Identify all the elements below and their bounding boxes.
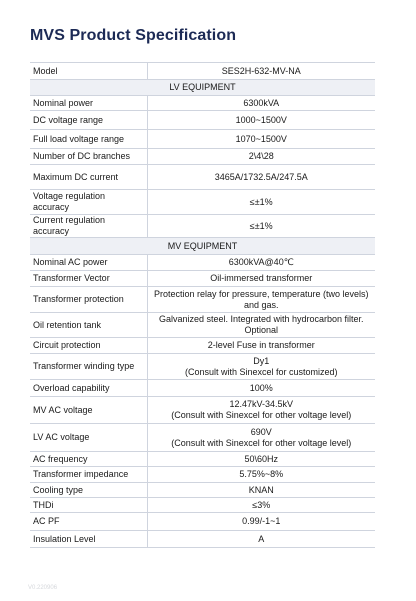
- spec-value: 6300kVA: [243, 97, 280, 108]
- spec-label: Cooling type: [30, 483, 147, 498]
- spec-row: [30, 498, 375, 513]
- spec-value-cell: [147, 130, 375, 149]
- spec-value-cell: [147, 380, 375, 397]
- spec-value-note: (Consult with Sinexcel for customized): [184, 366, 338, 377]
- spec-value-note: (Consult with Sinexcel for other voltage level): [171, 410, 352, 420]
- section-header-label: LV EQUIPMENT: [30, 80, 375, 96]
- spec-value: ≤3%: [252, 499, 271, 510]
- spec-value: Protection relay for pressure, temperature (two levels) and gas.: [153, 288, 369, 310]
- spec-label: Nominal AC power: [30, 255, 147, 271]
- spec-value-cell: [147, 111, 375, 130]
- spec-row: [30, 467, 375, 483]
- spec-value: SES2H-632-MV-NA: [221, 65, 301, 76]
- spec-value-cell: [147, 96, 375, 111]
- spec-row: [30, 397, 375, 424]
- spec-row: [30, 338, 375, 354]
- spec-value: 3465A/1732.5A/247.5A: [214, 171, 308, 182]
- spec-row: [30, 190, 375, 215]
- spec-label: DC voltage range: [30, 111, 147, 130]
- spec-value-note: (Consult with Sinexcel for other voltage level): [171, 437, 352, 448]
- spec-value: KNAN: [248, 484, 274, 495]
- spec-row: [30, 215, 375, 238]
- spec-value-cell: [147, 338, 375, 354]
- spec-value-cell: [147, 287, 375, 313]
- spec-row: [30, 165, 375, 190]
- section-header-row: [30, 80, 375, 96]
- spec-label: Transformer impedance: [30, 467, 147, 483]
- spec-value-cell: [147, 467, 375, 483]
- spec-row: [30, 380, 375, 397]
- spec-row: [30, 130, 375, 149]
- spec-value: 12.47kV-34.5kV: [229, 399, 294, 409]
- spec-row: [30, 111, 375, 130]
- spec-value: 690V: [250, 426, 272, 437]
- spec-table-body: [30, 63, 375, 548]
- spec-value: ≤±1%: [249, 220, 273, 231]
- spec-value-cell: [147, 313, 375, 338]
- spec-label: Maximum DC current: [30, 165, 147, 190]
- spec-label: Full load voltage range: [30, 130, 147, 149]
- spec-label: Current regulation accuracy: [30, 215, 147, 238]
- spec-label: LV AC voltage: [30, 424, 147, 452]
- spec-label: Insulation Level: [30, 531, 147, 548]
- spec-value-cell: [147, 215, 375, 238]
- spec-label: AC frequency: [30, 452, 147, 467]
- spec-row: [30, 513, 375, 531]
- spec-value: 6300kVA@40℃: [228, 257, 294, 267]
- spec-value-cell: [147, 513, 375, 531]
- spec-label: Model: [30, 63, 147, 80]
- spec-label: Circuit protection: [30, 338, 147, 354]
- spec-label: Transformer protection: [30, 287, 147, 313]
- spec-value-cell: [147, 271, 375, 287]
- spec-row: [30, 149, 375, 165]
- spec-label: Number of DC branches: [30, 149, 147, 165]
- spec-value: 2\4\28: [248, 151, 274, 161]
- spec-row: [30, 313, 375, 338]
- spec-label: Voltage regulation accuracy: [30, 190, 147, 215]
- spec-value: 2-level Fuse in transformer: [207, 340, 315, 350]
- spec-row: [30, 424, 375, 452]
- spec-value: 100%: [249, 382, 273, 393]
- spec-label: Transformer winding type: [30, 354, 147, 380]
- spec-row: [30, 255, 375, 271]
- spec-value-cell: [147, 190, 375, 215]
- spec-row: [30, 96, 375, 111]
- spec-row: [30, 287, 375, 313]
- spec-row: [30, 483, 375, 498]
- spec-label: Overload capability: [30, 380, 147, 397]
- spec-label: Transformer Vector: [30, 271, 147, 287]
- spec-value: 5.75%~8%: [239, 469, 284, 479]
- document-version: V0.220906: [28, 585, 58, 591]
- spec-value-cell: [147, 149, 375, 165]
- spec-value-cell: [147, 498, 375, 513]
- spec-value-cell: [147, 63, 375, 80]
- spec-label: MV AC voltage: [30, 397, 147, 424]
- spec-value-cell: [147, 483, 375, 498]
- spec-value: 1000~1500V: [235, 114, 287, 125]
- spec-label: AC PF: [30, 513, 147, 531]
- spec-value-cell: [147, 531, 375, 548]
- spec-value: 0.99/-1~1: [242, 516, 281, 526]
- spec-row: [30, 63, 375, 80]
- spec-row: [30, 354, 375, 380]
- section-header-label: MV EQUIPMENT: [30, 238, 375, 255]
- spec-value-cell: [147, 255, 375, 271]
- page-title: MVS Product Specification: [30, 27, 237, 44]
- spec-value: 1070~1500V: [235, 133, 287, 144]
- spec-label: THDi: [30, 498, 147, 513]
- spec-row: [30, 452, 375, 467]
- spec-value: Dy1: [253, 355, 270, 366]
- spec-value: ≤±1%: [249, 196, 273, 207]
- spec-row: [30, 531, 375, 548]
- spec-value-cell: [147, 424, 375, 452]
- spec-value: 50\60Hz: [244, 453, 279, 464]
- spec-label: Nominal power: [30, 96, 147, 111]
- spec-value-cell: [147, 397, 375, 424]
- spec-value-cell: [147, 452, 375, 467]
- spec-label: Oil retention tank: [30, 313, 147, 338]
- section-header-row: [30, 238, 375, 255]
- spec-value-cell: [147, 165, 375, 190]
- spec-value-cell: [147, 354, 375, 380]
- spec-table: [30, 62, 375, 548]
- spec-value: A: [258, 533, 265, 544]
- spec-value: Galvanized steel. Integrated with hydrocarbon filter. Optional: [158, 314, 364, 335]
- spec-value: Oil-immersed transformer: [210, 273, 313, 283]
- spec-row: [30, 271, 375, 287]
